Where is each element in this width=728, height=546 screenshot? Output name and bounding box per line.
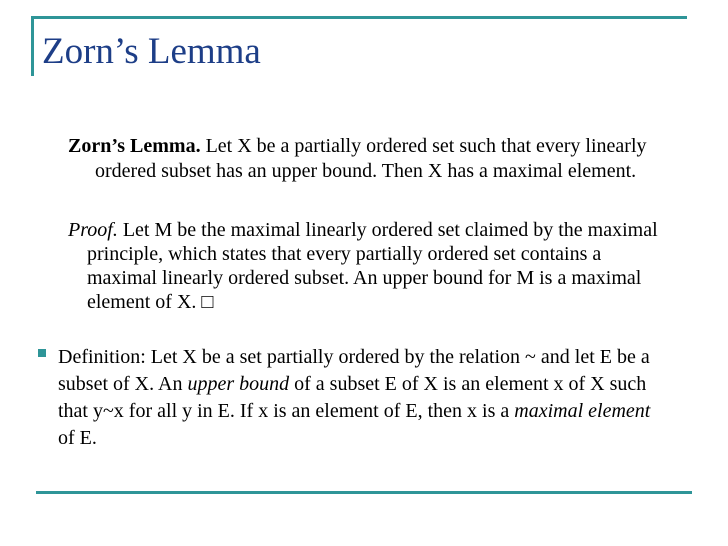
square-bullet-icon bbox=[38, 349, 46, 357]
definition-line-2-b: of a subset E of X is an element x of X such bbox=[289, 373, 647, 395]
statement-line-2: ordered subset has an upper bound. Then X has a maximal element. bbox=[95, 160, 637, 182]
proof-line-2: principle, which states that every partially ordered set contains a bbox=[87, 243, 602, 265]
statement-lead: Zorn’s Lemma. bbox=[68, 135, 201, 157]
definition-line-1: Definition: Let X be a set partially ordered by the relation ~ and let E be a bbox=[58, 346, 650, 368]
definition-bullet-item bbox=[58, 344, 650, 452]
definition-line-3 bbox=[58, 398, 650, 425]
zorns-lemma-statement bbox=[68, 134, 647, 184]
title-top-rule bbox=[31, 16, 687, 19]
definition-line-2 bbox=[58, 371, 650, 398]
definition-line-3-a: that y~x for all y in E. If x is an element of E, then x is a bbox=[58, 400, 515, 422]
definition-upper-bound-term: upper bound bbox=[187, 373, 290, 395]
definition-line-2-a: subset of X. An bbox=[58, 373, 188, 395]
definition-maximal-element-term: maximal element bbox=[514, 400, 651, 422]
footer-rule bbox=[36, 491, 692, 494]
proof-line-1 bbox=[68, 218, 658, 242]
proof-line-4: element of X. □ bbox=[87, 291, 214, 313]
proof-line-1-text: Let M be the maximal linearly ordered set claimed by the maximal bbox=[117, 219, 658, 241]
proof-paragraph bbox=[68, 218, 658, 314]
proof-line-3: maximal linearly ordered subset. An upper bound for M is a maximal bbox=[87, 267, 642, 289]
statement-line-1 bbox=[68, 134, 647, 159]
statement-line-1-text: Let X be a partially ordered set such that every linearly bbox=[200, 135, 647, 157]
title-left-rule bbox=[31, 16, 34, 76]
proof-lead: Proof. bbox=[68, 219, 118, 241]
definition-line-4: of E. bbox=[58, 427, 97, 449]
slide-title: Zorn’s Lemma bbox=[42, 31, 261, 72]
